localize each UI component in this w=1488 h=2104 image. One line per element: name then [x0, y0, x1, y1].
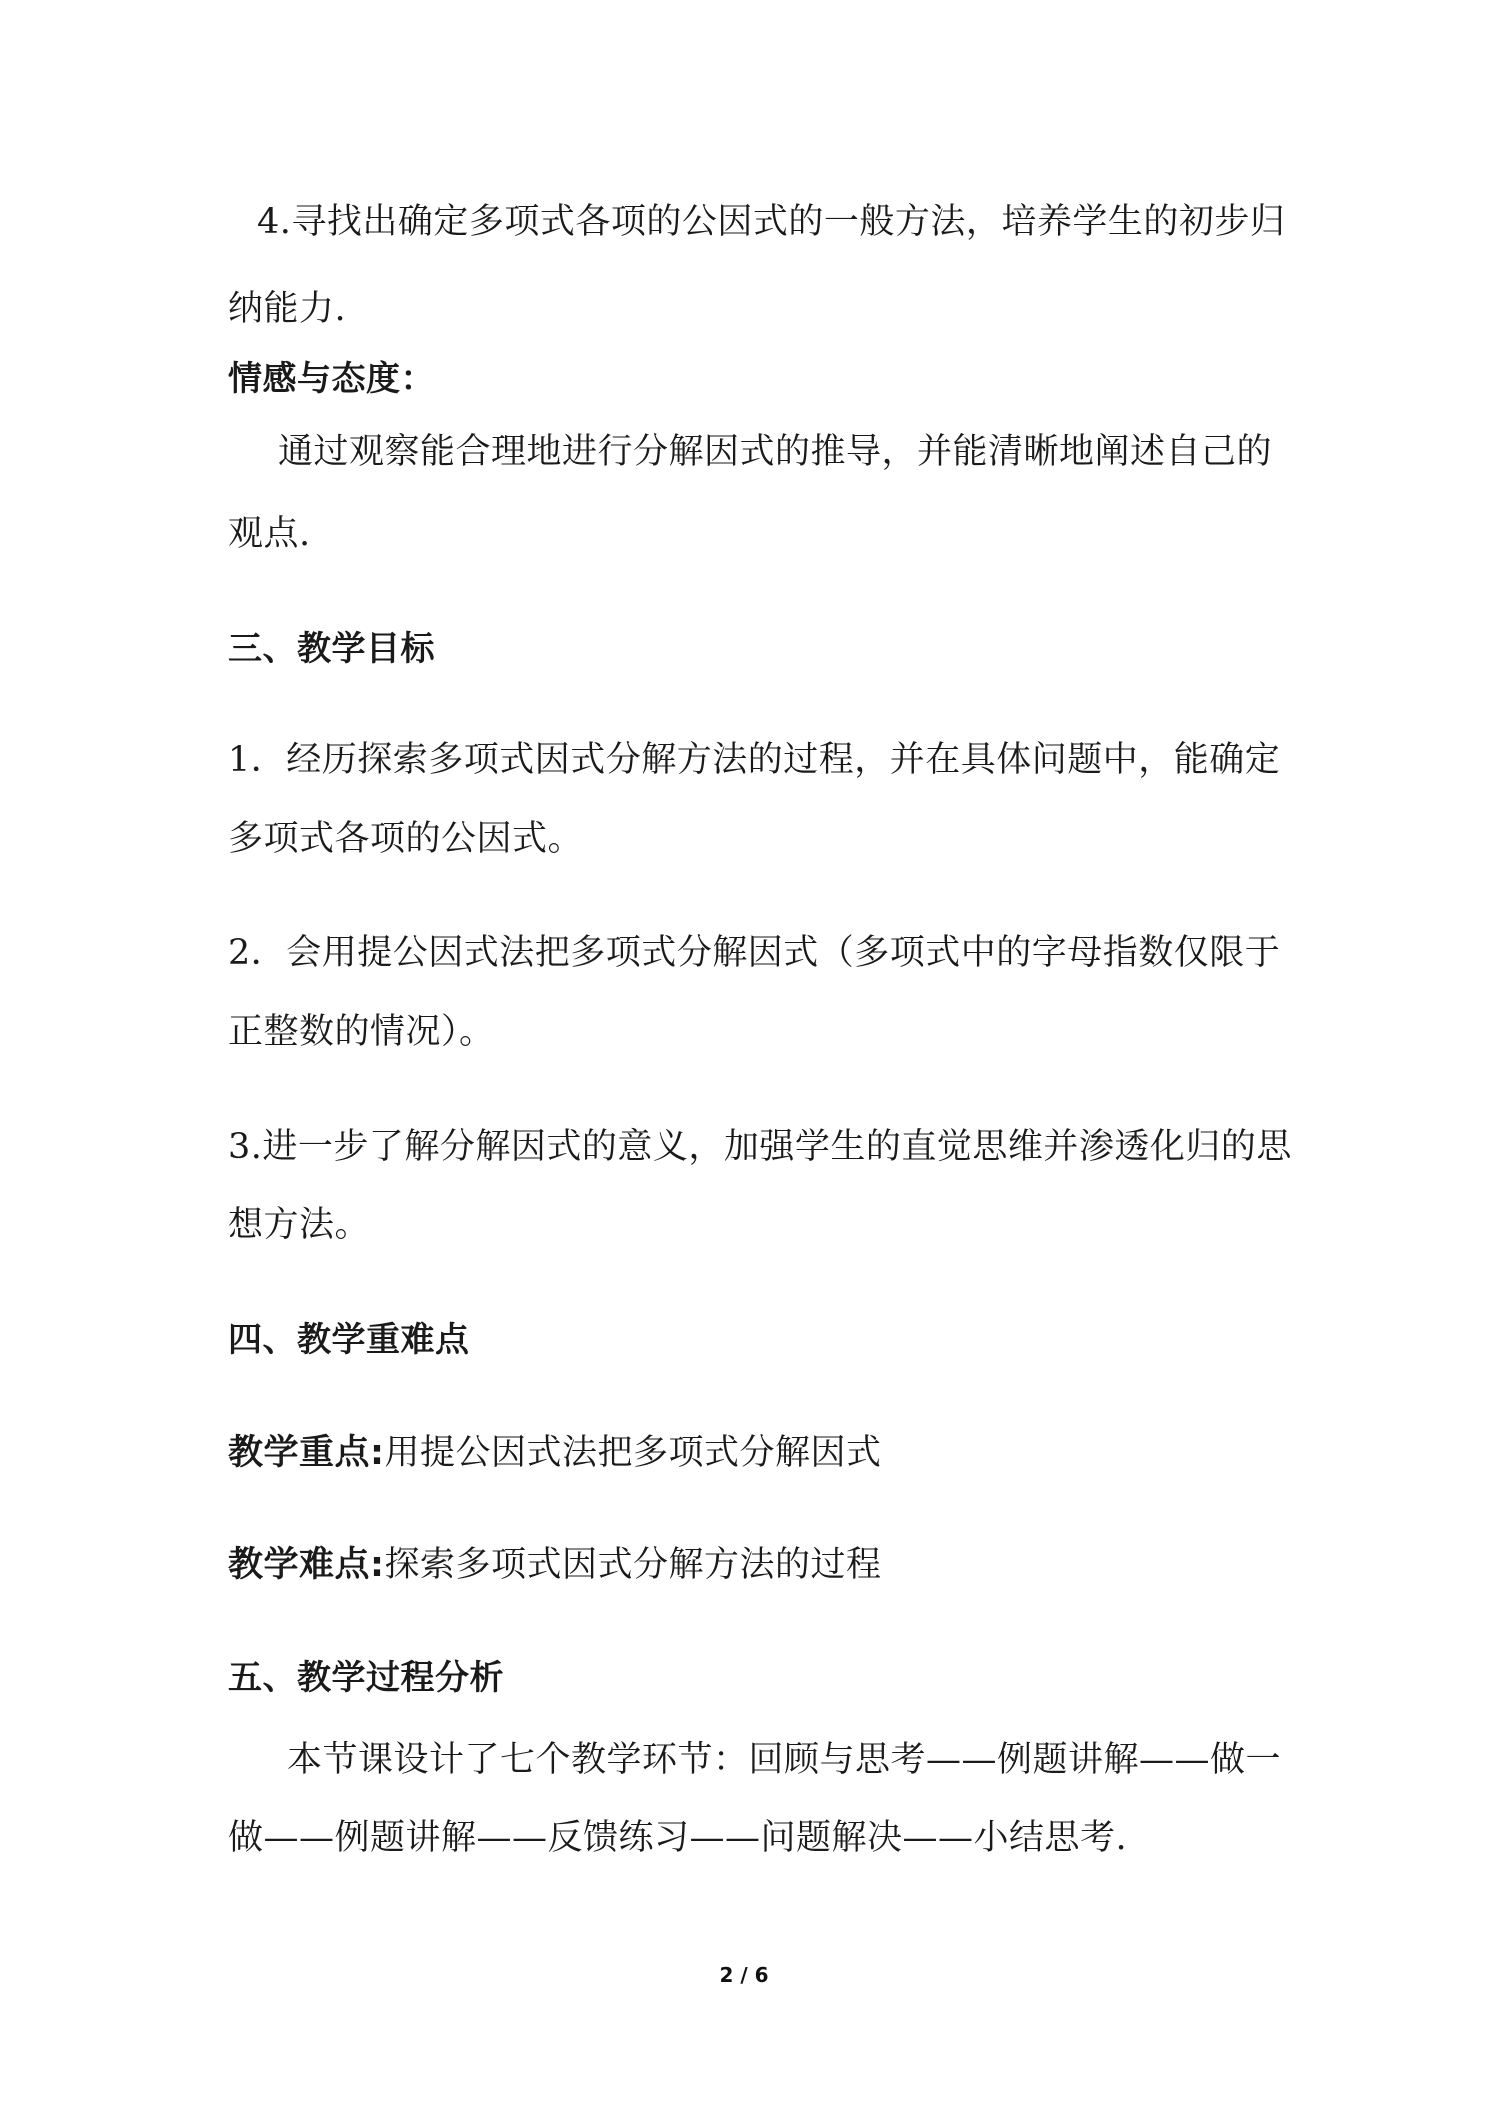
objective-2-line-1: 2．会用提公因式法把多项式分解因式（多项式中的字母指数仅限于 — [228, 933, 1281, 973]
page-number: 2 / 6 — [719, 1963, 769, 1987]
objective-2-line-2: 正整数的情况）。 — [228, 1012, 495, 1052]
difficulty-line — [228, 1541, 1278, 1589]
objective-3-line-2: 想方法。 — [228, 1205, 371, 1245]
objective-3-line-1: 3.进一步了解分解因式的意义，加强学生的直觉思维并渗透化归的思 — [228, 1127, 1292, 1167]
process-paragraph-line-1: 本节课设计了七个教学环节：回顾与思考——例题讲解——做一 — [287, 1740, 1282, 1780]
section-4-heading: 四、教学重难点 — [228, 1320, 470, 1360]
section-3-heading: 三、教学目标 — [228, 629, 435, 669]
affect-paragraph-line-1: 通过观察能合理地进行分解因式的推导，并能清晰地阐述自己的 — [278, 432, 1273, 472]
affect-heading: 情感与态度： — [228, 359, 435, 399]
objective-1-line-1: 1．经历探索多项式因式分解方法的过程，并在具体问题中，能确定 — [228, 740, 1281, 780]
goal-item-4-line-2: 纳能力. — [228, 289, 347, 329]
key-point-line — [228, 1429, 1278, 1477]
goal-item-4-line-1: 4.寻找出确定多项式各项的公因式的一般方法，培养学生的初步归 — [257, 202, 1286, 242]
key-point-label: 教学重点: — [228, 1433, 385, 1473]
difficulty-label: 教学难点: — [228, 1545, 385, 1585]
difficulty-text: 探索多项式因式分解方法的过程 — [384, 1545, 882, 1585]
section-5-heading: 五、教学过程分析 — [228, 1658, 504, 1698]
affect-paragraph-line-2: 观点. — [228, 514, 311, 554]
objective-1-line-2: 多项式各项的公因式。 — [228, 819, 584, 859]
key-point-text: 用提公因式法把多项式分解因式 — [384, 1433, 882, 1473]
process-paragraph-line-2: 做——例题讲解——反馈练习——问题解决——小结思考. — [228, 1818, 1128, 1858]
